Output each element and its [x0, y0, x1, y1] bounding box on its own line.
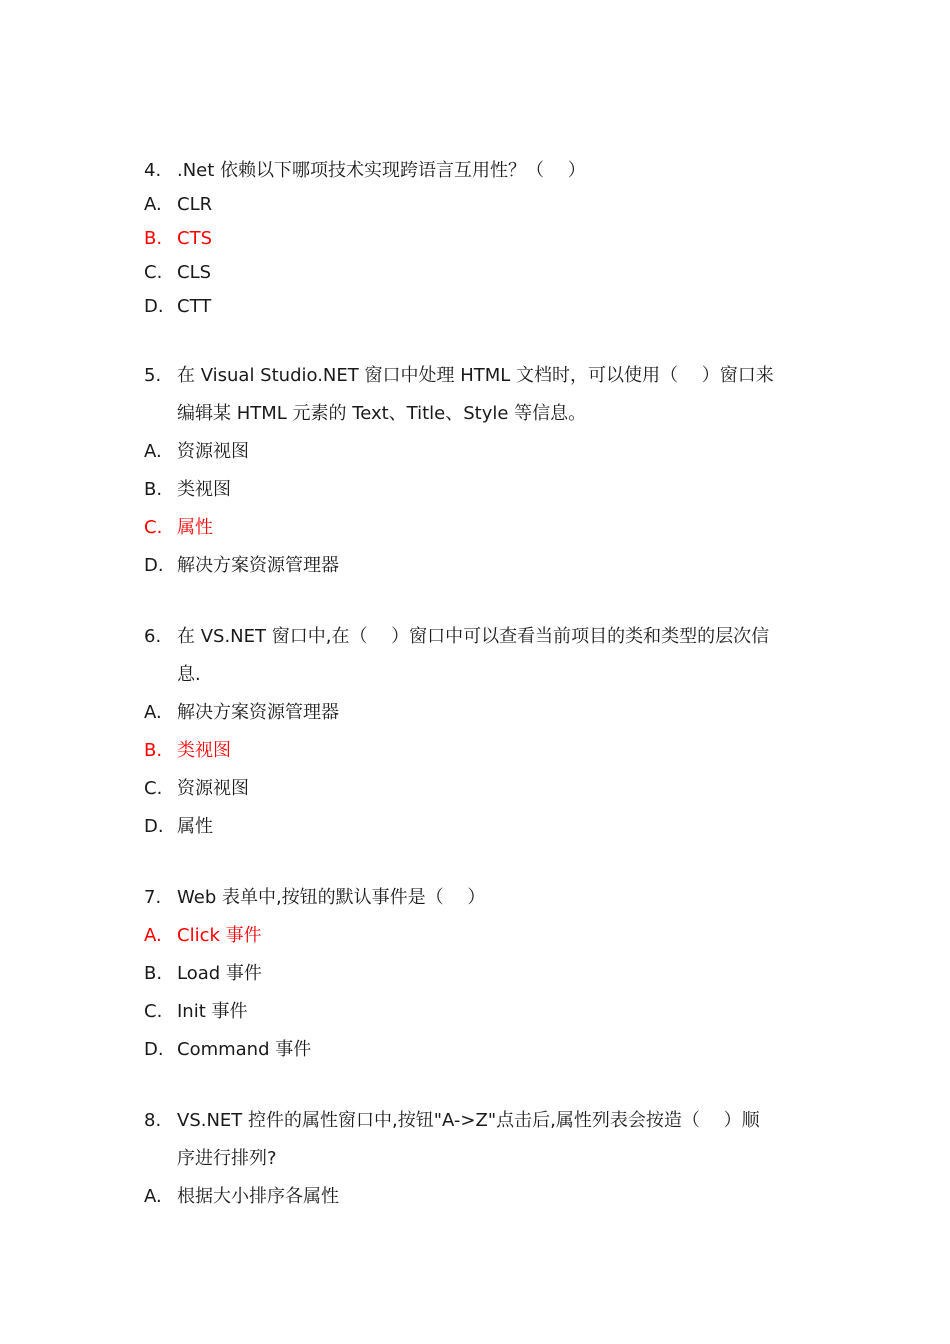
question-number: 8. [144, 1110, 162, 1131]
option-text: 根据大小排序各属性 [177, 1186, 339, 1207]
question-number: 7. [144, 887, 162, 908]
question-number: 5. [144, 365, 162, 386]
question-stem [144, 154, 814, 188]
question-number: 4. [144, 160, 162, 181]
question-text: .Net 依赖以下哪项技术实现跨语言互用性？（ ） [177, 160, 586, 181]
option-letter: C. [144, 778, 163, 799]
question-4 [144, 154, 814, 324]
option-text: 解决方案资源管理器 [177, 555, 339, 576]
option-c [144, 993, 814, 1031]
question-5 [144, 357, 814, 585]
option-a [144, 188, 814, 222]
option-text: 类视图 [177, 740, 231, 761]
option-letter: A. [144, 702, 162, 723]
option-c-correct [144, 509, 814, 547]
option-letter: D. [144, 296, 164, 317]
option-text: 解决方案资源管理器 [177, 702, 339, 723]
option-text: Command 事件 [177, 1039, 312, 1060]
option-letter: B. [144, 740, 163, 761]
option-d [144, 808, 814, 846]
option-letter: B. [144, 963, 163, 984]
question-text-line-1: 在 Visual Studio.NET 窗口中处理 HTML 文档时，可以使用（ ）窗口来 [177, 365, 774, 386]
option-c [144, 256, 814, 290]
option-text: 属性 [177, 517, 213, 538]
option-letter: D. [144, 1039, 164, 1060]
option-letter: A. [144, 925, 162, 946]
option-b-correct [144, 732, 814, 770]
option-d [144, 1031, 814, 1069]
option-letter: D. [144, 555, 164, 576]
question-text-line-2: 息. [177, 664, 201, 685]
question-number: 6. [144, 626, 162, 647]
question-6 [144, 618, 814, 846]
option-b [144, 955, 814, 993]
option-d [144, 290, 814, 324]
option-letter: A. [144, 194, 162, 215]
option-b [144, 471, 814, 509]
option-text: Click 事件 [177, 925, 262, 946]
question-stem [144, 879, 814, 917]
option-c [144, 770, 814, 808]
option-text: 类视图 [177, 479, 231, 500]
option-text: Load 事件 [177, 963, 262, 984]
question-stem-continued [144, 1140, 814, 1178]
question-stem [144, 357, 814, 395]
option-text: 资源视图 [177, 778, 249, 799]
option-text: 资源视图 [177, 441, 249, 462]
option-text: CLS [177, 262, 212, 283]
question-7 [144, 879, 814, 1069]
question-text-line-1: 在 VS.NET 窗口中,在（ ）窗口中可以查看当前项目的类和类型的层次信 [177, 626, 770, 647]
question-text-line-2: 编辑某 HTML 元素的 Text、Title、Style 等信息。 [177, 403, 587, 424]
option-a [144, 694, 814, 732]
option-a [144, 433, 814, 471]
option-d [144, 547, 814, 585]
option-text: CTT [177, 296, 212, 317]
option-text: CLR [177, 194, 213, 215]
question-stem-continued [144, 656, 814, 694]
option-text: Init 事件 [177, 1001, 248, 1022]
option-b-correct [144, 222, 814, 256]
option-letter: B. [144, 479, 163, 500]
option-a [144, 1178, 814, 1216]
question-text: Web 表单中,按钮的默认事件是（ ） [177, 887, 486, 908]
question-stem [144, 618, 814, 656]
option-text: CTS [177, 228, 212, 249]
question-8 [144, 1102, 814, 1216]
option-letter: C. [144, 517, 163, 538]
option-letter: C. [144, 262, 163, 283]
question-stem [144, 1102, 814, 1140]
question-text-line-2: 序进行排列? [177, 1148, 277, 1169]
option-letter: D. [144, 816, 164, 837]
option-letter: B. [144, 228, 163, 249]
question-stem-continued [144, 395, 814, 433]
option-letter: A. [144, 1186, 162, 1207]
question-text-line-1: VS.NET 控件的属性窗口中,按钮"A->Z"点击后,属性列表会按造（ ）顺 [177, 1110, 760, 1131]
option-text: 属性 [177, 816, 213, 837]
option-a-correct [144, 917, 814, 955]
option-letter: A. [144, 441, 162, 462]
option-letter: C. [144, 1001, 163, 1022]
